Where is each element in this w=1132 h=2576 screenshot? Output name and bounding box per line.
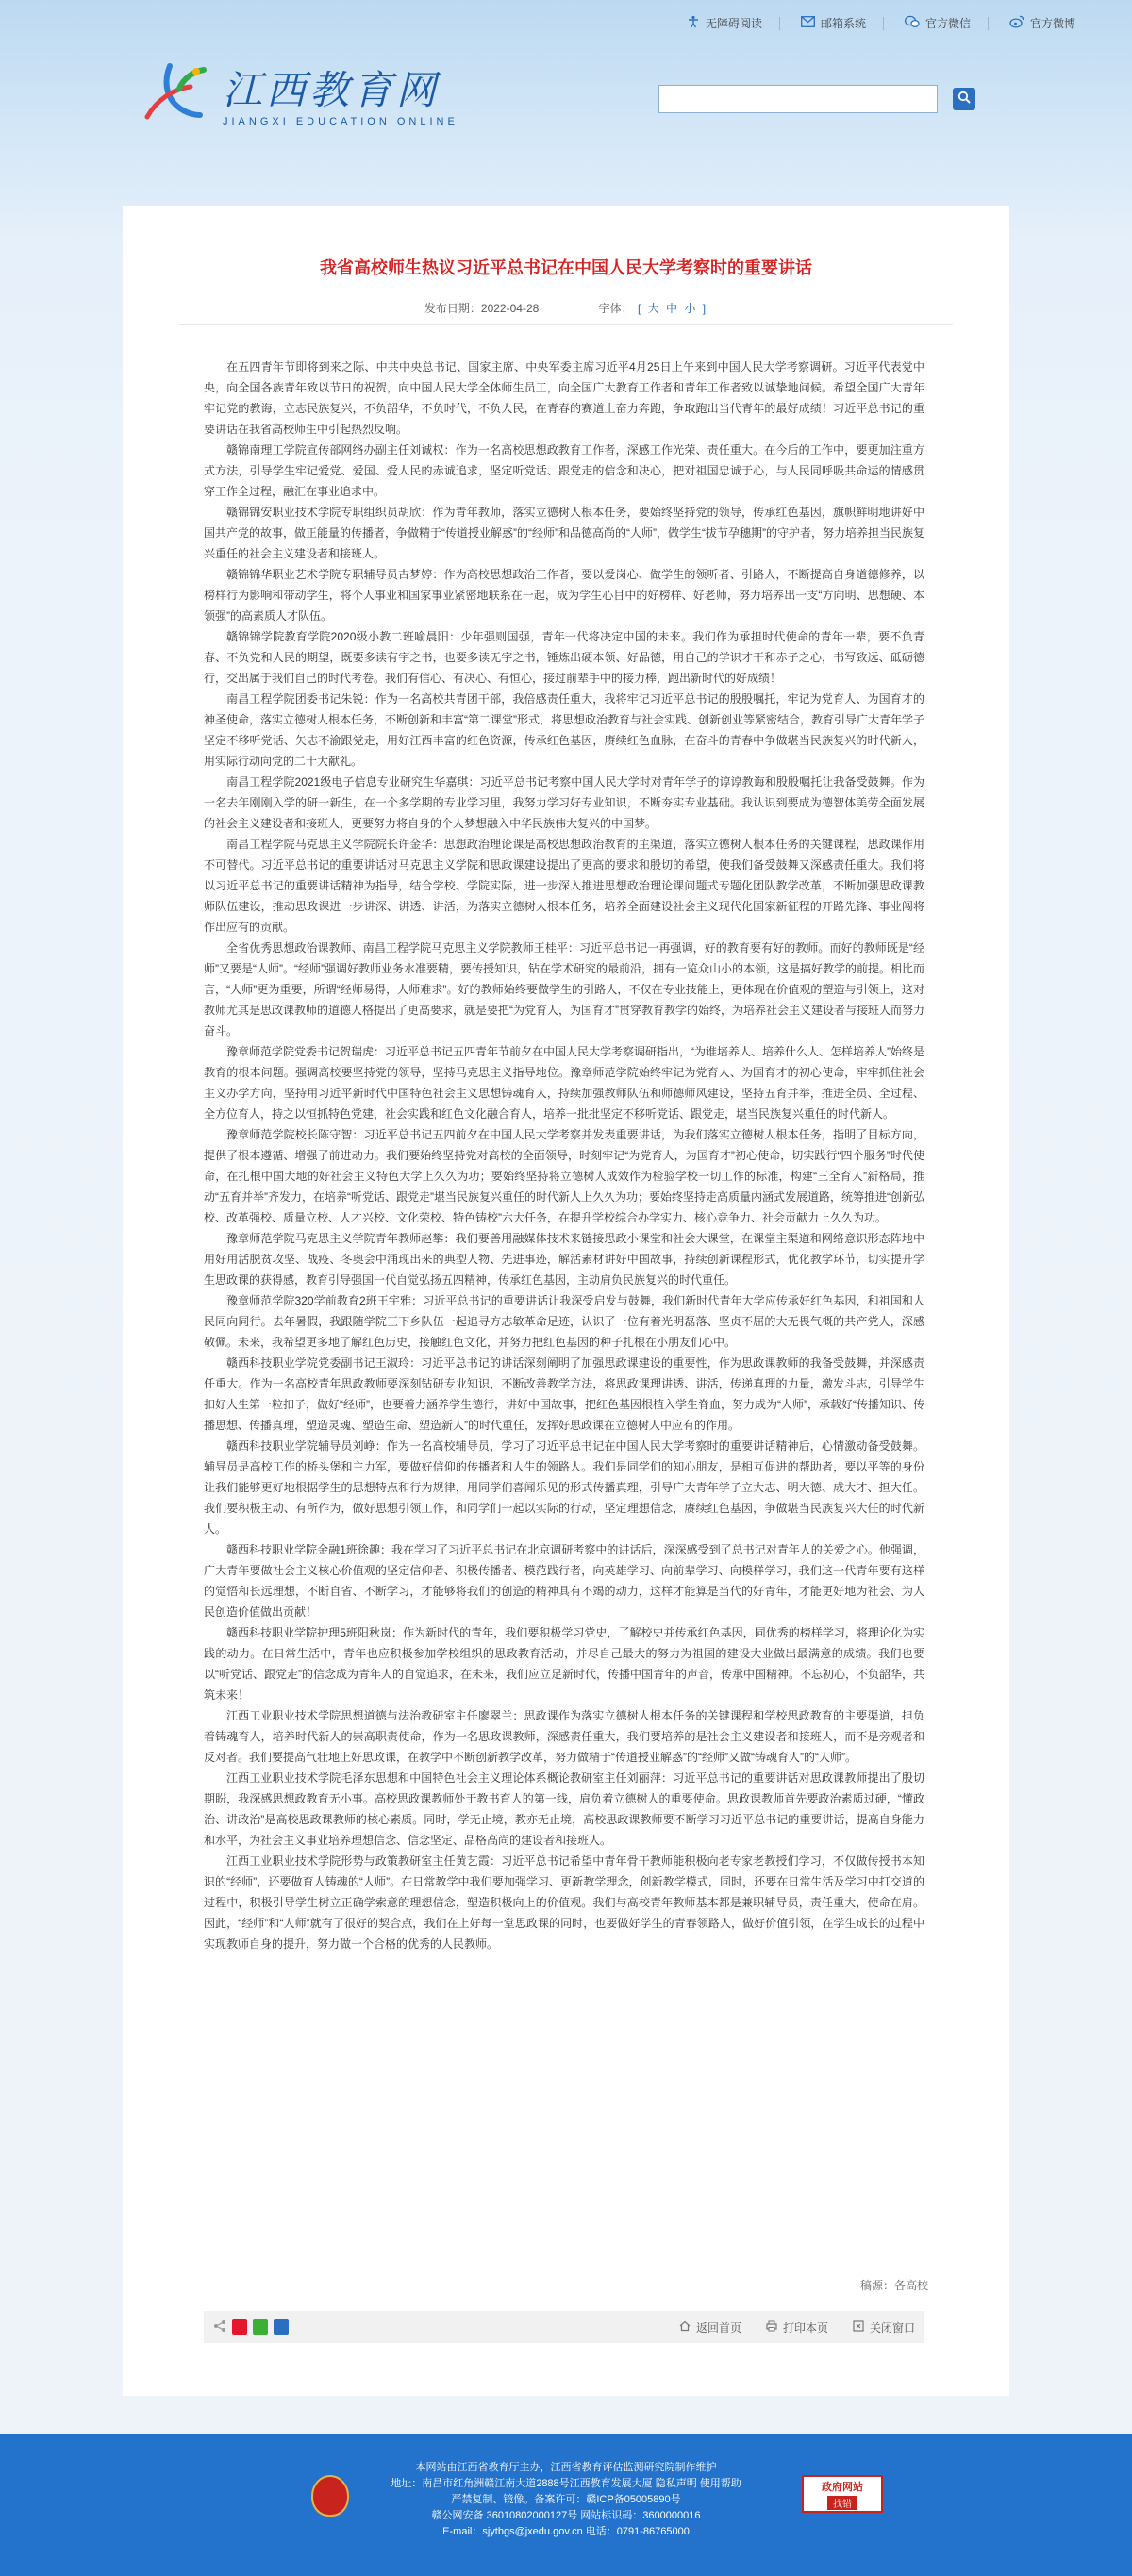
font-size-small[interactable]: 小 xyxy=(684,302,696,315)
article-paragraph: 全省优秀思想政治课教师、南昌工程学院马克思主义学院教师王桂平：习近平总书记一再强调，好的教育要有好的教师。而好的教师既是“经师”又要是“人师”。“经师”强调好教师业务水准要精，要传授知识，钻在学术研究的最前沿，拥有一览众山小的本领，这是搞好教学的前提。相比而言，“人师”更为重要，所谓“经师易得，人师难求”。好的教师始终要做学生的引路人，不仅在专业技能上，更体现在价值观的塑造与引领上，这对教师尤其是思政课教师的道德人格提出了更高要求，就是要把“为党育人，为国育才”贯穿教育教学的始终，为培养社会主义建设者与接班人而努力奋斗。 xyxy=(204,941,924,1038)
font-size-medium[interactable]: 中 xyxy=(666,302,678,315)
article-paragraph: 江西工业职业技术学院毛泽东思想和中国特色社会主义理论体系概论教研室主任刘丽萍：习近平总书记的重要讲话对思政课教师提出了殷切期盼，我深感思想政教育无小事。高校思政课教师处于教书育人的第一线，肩负着立德树人的重要使命。思政课教师首先要政治素质过硬，“懂政治、讲政治”是高校思政课教师的核心素质。同时，学无止境，教亦无止境，高校思政课教师要不断学习习近平总书记的重要讲话，提高自身能力和水平，为社会主义事业培养理想信念、信念坚定、品格高尚的建设者和接班人。 xyxy=(204,1771,924,1847)
weibo-share-icon[interactable] xyxy=(232,2319,247,2335)
weibo-label: 官方微博 xyxy=(1029,17,1075,30)
article-paragraph: 豫章师范学院马克思主义学院青年教师赵攀：我们要善用融媒体技术来链接思政小课堂和社会大课堂，在课堂主渠道和网络意识形态阵地中用好用活脱贫攻坚、战疫、冬奥会中涌现出来的典型人物、先进事迹，解活素材讲好中国故事，持续创新课程形式，优化教学环节，切实提升学生思政课的获得感，教育引导强国一代自觉弘扬五四精神，传承红色基因，主动肩负民族复兴的时代重任。 xyxy=(204,1232,924,1287)
publish-date xyxy=(424,302,539,315)
article-paragraph: 赣西科技职业学院金融1班徐趣：我在学习了习近平总书记在北京调研考察中的讲话后，深深感受到了总书记对青年人的关爱之心。他强调，广大青年要做社会主义核心价值观的坚定信仰者、积极传播者、模范践行者，向英雄学习、向前辈学习、向模样学习，我们这一代青年要有这样的觉悟和长远理想，不断自省、不断学习，才能够将我们的创造的精神具有不竭的动力，这样才能算是当代的好青年，才能更好地为社会、为人民创造价值做出贡献！ xyxy=(204,1543,924,1619)
date-value: 2022-04-28 xyxy=(480,302,540,315)
site-header xyxy=(0,0,1132,189)
accessibility-icon xyxy=(687,15,700,31)
site-footer xyxy=(0,2434,1132,2576)
logo-english: JIANGXI EDUCATION ONLINE xyxy=(223,115,458,127)
article-paragraph: 赣西科技职业学院辅导员刘峥：作为一名高校辅导员，学习了习近平总书记在中国人民大学考察时的重要讲话精神后，心情激动备受鼓舞。辅导员是高校工作的桥头堡和主力军，要做好信仰的传播者和人生的领路人。我们是同学们的知心朋友，是相互促进的帮助者，要以平等的身份让我们能够更好地根据学生的思想特点和行为规律，用同学们喜闻乐见的形式传播真理，引导广大青年学子立大志、明大德、成大才、担大任。我们要积极主动、有所作为，做好思想引领工作，和同学们一起以实际的行动，坚定理想信念，赓续红色基因，争做堪当民族复兴大任的时代新人。 xyxy=(204,1439,924,1536)
print-icon xyxy=(766,2320,777,2335)
article-paragraph: 豫章师范学院320学前教育2班王宇雅：习近平总书记的重要讲话让我深受启发与鼓舞，我们新时代青年大学应传承好红色基因，和祖国和人民同向同行。去年暑假，我跟随学院三下乡队伍一起追寻方志敏革命足迹，认识了一位有着光明磊落、坚贞不屈的大无畏气概的共产党人，深感敬佩。未来，我希望更多地了解红色历史，接触红色文化，并努力把红色基因的种子扎根在小朋友们心中。 xyxy=(204,1294,924,1349)
footer-contact: E-mail：sjytbgs@jxedu.gov.cn 电话：0791-86765000 xyxy=(442,2526,690,2537)
font-size-large[interactable]: 大 xyxy=(647,302,659,315)
close-window-button[interactable] xyxy=(853,2319,915,2335)
mail-link[interactable] xyxy=(801,15,884,31)
toolbar-actions xyxy=(679,2319,915,2335)
back-home-label: 返回首页 xyxy=(695,2320,741,2335)
gov-error-badge[interactable] xyxy=(802,2475,883,2513)
article-paragraph: 豫章师范学院校长陈守智：习近平总书记五四前夕在中国人民大学考察并发表重要讲话，为我们落实立德树人根本任务，指明了目标方向，提供了根本遵循、增强了前进动力。我们要始终坚持党对高校的全面领导，时刻牢记“为党育人，为国育才”初心使命，切实践行“四个服务”时代使命，在扎根中国大地的好社会主义特色大学上久久为功；要始终坚持将立德树人成效作为检验学校一切工作的标准，构建“三全育人”新格局，推动“五育并举”齐发力，在培养“听党话、跟党走”堪当民族复兴重任的时代新人上久久为功；要始终坚持走高质量内涵式发展道路，统筹推进“创新弘校、改革强校、质量立校、人才兴校、文化荣校、特色铸校”六大任务，在提升学校综合办学实力、核心竞争力、社会贡献力上久久为功。 xyxy=(204,1128,924,1224)
share-icon[interactable] xyxy=(213,2319,226,2335)
weibo-link[interactable] xyxy=(1009,15,1075,31)
article-toolbar xyxy=(204,2311,924,2343)
home-icon xyxy=(679,2320,691,2335)
font-label: 字体： xyxy=(598,302,633,315)
date-label: 发布日期： xyxy=(424,302,481,315)
article-paragraph: 豫章师范学院党委书记贺瑞虎：习近平总书记五四青年节前夕在中国人民大学考察调研指出，“为谁培养人、培养什么人、怎样培养人”始终是教育的根本问题。强调高校要坚持党的领导，坚持马克思主义指导地位。豫章师范学院始终牢记为党育人、为国育才的初心使命，牢牢抓住社会主义办学方向，坚持用习近平新时代中国特色社会主义思想铸魂育人，持续加强教师队伍和师德师风建设，坚持五育并举，推进全员、全过程、全方位育人，持之以恒抓特色党建，社会实践和红色文化融合育人，培养一批批坚定不移听党话、跟党走，堪当民族复兴重任的时代新人。 xyxy=(204,1045,924,1121)
wechat-link[interactable] xyxy=(905,15,989,31)
font-bracket-close: ] xyxy=(702,302,707,315)
wechat-share-icon[interactable] xyxy=(253,2319,268,2335)
article-paragraph: 赣锦锦华职业艺术学院专职辅导员古梦婷：作为高校思想政治工作者，要以爱岗心、做学生的领听者、引路人，不断提高自身道德修养，以榜样行为影响和带动学生，将个人事业和国家事业紧密地联系在一起，成为学生心目中的好榜样、好老师，努力培养出一支“方向明、思想硬、本领强”的高素质人才队伍。 xyxy=(204,568,924,623)
print-label: 打印本页 xyxy=(782,2320,828,2335)
logo-chinese: 江西教育网 xyxy=(223,66,441,113)
article-paragraph: 赣西科技职业学院护理5班阳秋岚：作为新时代的青年，我们要积极学习党史，了解校史并传承红色基因，同优秀的榜样学习，将理论化为实践的动力。在日常生活中，青年也应积极参加学校组织的思政教育活动，并尽自己最大的努力为祖国的建设大业做出最满意的成绩。我们也要以“听党话、跟党走”的信念成为青年人的自觉追求，在未来，我们应立足新时代，传播中国青年的声音，传承中国精神。不忘初心，不负韶华，共筑未来！ xyxy=(204,1626,924,1702)
article-body xyxy=(204,357,924,1954)
weibo-icon xyxy=(1009,15,1024,31)
close-icon xyxy=(853,2320,864,2335)
share-buttons xyxy=(213,2319,289,2335)
search-icon xyxy=(957,91,971,108)
article-paragraph: 南昌工程学院马克思主义学院院长许金华：思想政治理论课是高校思想政治教育的主渠道，落实立德树人根本任务的关键课程，思政课作用不可替代。习近平总书记的重要讲话对马克思主义学院和思政课建设提出了更高的要求和殷切的希望，使我们备受鼓舞又深感责任重大。我们将以习近平总书记的重要讲话精神为指导，结合学校、学院实际，进一步深入推进思想政治理论课问题式专题化团队教学改革，不断加强思政课教师队伍建设，推动思政课进一步讲深、讲透、讲活，为落实立德树人根本任务，培养全面建设社会主义现代化国家新征程的开路先锋、事业闯将作出应有的贡献。 xyxy=(204,838,924,934)
divider xyxy=(779,17,780,30)
article-paragraph: 南昌工程学院2021级电子信息专业研究生华嘉琪：习近平总书记考察中国人民大学时对青年学子的谆谆教诲和殷殷嘱托让我备受鼓舞。作为一名去年刚刚入学的研一新生，在一个多学期的专业学习里，我努力学习好专业知识，不断夯实专业基础。我认识到要成为德智体美劳全面发展的社会主义建设者和接班人，更要努力将自身的个人梦想融入中华民族伟大复兴的中国梦。 xyxy=(204,775,924,830)
article-paragraph: 南昌工程学院团委书记朱锐：作为一名高校共青团干部，我倍感责任重大，我将牢记习近平总书记的殷殷嘱托，牢记为党育人、为国育才的神圣使命，落实立德树人根本任务，不断创新和丰富“第二课堂”形式，将思想政治教育与社会实践、创新创业等紧密结合，教育引导广大青年学子坚定不移听党话、矢志不渝跟党走，用好江西丰富的红色资源，传承红色基因，赓续红色血脉，在奋斗的青春中争做堪当民族复兴的时代新人，用实际行动向党的二十大献礼。 xyxy=(204,692,924,768)
logo-mark-icon xyxy=(142,60,213,135)
font-size-control xyxy=(599,302,708,315)
footer-sponsor: 本网站由江西省教育厅主办，江西省教育评估监测研究院制作维护 xyxy=(415,2462,717,2473)
article-panel xyxy=(123,206,1009,2396)
article-meta xyxy=(123,300,1009,316)
accessibility-label: 无障碍阅读 xyxy=(705,17,762,30)
mail-icon xyxy=(801,16,815,30)
top-links xyxy=(687,15,1075,31)
more-share-icon[interactable] xyxy=(274,2319,289,2335)
footer-address: 地址：南昌市红角洲赣江南大道2888号江西教育发展大厦 隐私声明 使用帮助 xyxy=(391,2478,741,2489)
mail-label: 邮箱系统 xyxy=(820,17,866,30)
footer-security: 赣公网安备 36010802000127号 网站标识码：3600000016 xyxy=(431,2510,701,2521)
divider xyxy=(883,17,884,30)
article-paragraph: 赣锦锦学院教育学院2020级小教二班喻晨阳：少年强则国强，青年一代将决定中国的未来。我们作为承担时代使命的青年一辈，要不负青春、不负党和人民的期望，既要多读有字之书，也要多读无字之书，锤炼出硬本领、好品德，用自己的学识才干和赤子之心，书写致远、砥砺德行，交出属于我们自己的时代考卷。我们有信心、有决心、有恒心，接过前辈手中的接力棒，跑出新时代的好成绩！ xyxy=(204,630,924,685)
article-paragraph: 赣西科技职业学院党委副书记王淑玲：习近平总书记的讲话深刻阐明了加强思政课建设的重要性，作为思政课教师的我备受鼓舞，并深感责任重大。作为一名高校青年思政教师要深刻钻研专业知识，不断改善教学方法，将思政课理讲透、讲活，传递真理的力量，激发斗志，引导学生扣好人生第一粒扣子，做好“经师”，也要着力涵养学生德行，讲好中国故事，把红色基因根植入学生脊血，努力成为“人师”，承载好“传播知识、传播思想、传播真理，塑造灵魂、塑造生命、塑造新人”的时代重任，发挥好思政课在立德树人中应有的作用。 xyxy=(204,1356,924,1432)
article-paragraph: 江西工业职业技术学院思想道德与法治教研室主任廖翠兰：思政课作为落实立德树人根本任务的关键课程和学校思政教育的主要渠道，担负着铸魂育人，培养时代新人的崇高职责使命，作为一名思政课教师，深感责任重大，我们要培养的是社会主义建设者和接班人，而不是旁观者和反对者。我们要提高气壮地上好思政课，在教学中不断创新教学改革，努力做精于“传道授业解惑”的“经师”又做“铸魂育人”的“人师”。 xyxy=(204,1709,924,1764)
gov-badge-title: 政府网站 xyxy=(822,2481,863,2493)
article-paragraph: 赣锦锦安职业技术学院专职组织员胡欣：作为青年教师，落实立德树人根本任务，要始终坚持党的领导，传承红色基因，旗帜鲜明地讲好中国共产党的故事，做正能量的传播者，争做精于“传道授业解惑”的“经师”和品德高尚的“人师”，做学生“拔节孕穗期”的守护者，努力培养担当民族复兴重任的社会主义建设者和接班人。 xyxy=(204,506,924,560)
search-input[interactable] xyxy=(658,85,938,113)
footer-icp: 严禁复制、镜像。备案许可：赣ICP备05005890号 xyxy=(451,2494,681,2505)
site-logo[interactable] xyxy=(142,60,458,135)
accessibility-link[interactable] xyxy=(687,15,780,31)
search-bar xyxy=(658,85,975,113)
back-home-button[interactable] xyxy=(679,2319,741,2335)
logo-text xyxy=(223,66,458,127)
wechat-label: 官方微信 xyxy=(924,17,971,30)
party-emblem-icon[interactable] xyxy=(311,2475,349,2517)
article-paragraph: 在五四青年节即将到来之际、中共中央总书记、国家主席、中央军委主席习近平4月25日上午来到中国人民大学考察调研。习近平代表党中央，向全国各族青年致以节日的祝贺，向中国人民大学全体师生员工，向全国广大教育工作者和青年工作者致以诚挚地问候。希望全国广大青年牢记党的教诲，立志民族复兴，不负韶华，不负时代，不负人民，在青春的赛道上奋力奔跑，争取跑出当代青年的最好成绩！习近平总书记的重要讲话在我省高校师生中引起热烈反响。 xyxy=(204,360,924,436)
article-source: 稿源：各高校 xyxy=(859,2279,928,2292)
wechat-icon xyxy=(905,15,920,31)
close-window-label: 关闭窗口 xyxy=(869,2320,915,2335)
article-paragraph: 赣锦南理工学院宣传部网络办副主任刘诚权：作为一名高校思想政教育工作者，深感工作光荣、责任重大。在今后的工作中，要更加注重方式方法，引导学生牢记爱党、爱国、爱人民的赤诚追求，坚定听党话、跟党走的信念和决心，把对祖国忠诚于心，与人民同呼吸共命运的情感贯穿工作全过程，融汇在事业追求中。 xyxy=(204,443,924,498)
divider xyxy=(988,17,989,30)
search-button[interactable] xyxy=(953,88,975,110)
title-divider xyxy=(179,324,953,325)
footer-info xyxy=(377,2460,755,2540)
article-paragraph: 江西工业职业技术学院形势与政策教研室主任黄艺霞：习近平总书记希望中青年骨干教师能积极向老专家老教授们学习，不仅做传授书本知识的“经师”，还要做育人铸魂的“人师”。在日常教学中我们要加强学习、更新教学理念，创新教学模式，同时，还要在日常生活及学习中打交道的过程中，积极引导学生树立正确学索意的理想信念，塑造积极向上的价值观。我们与高校青年教师基本都是兼职辅导员，责任重大，使命在肩。因此，“经师”和“人师”就有了很好的契合点，我们在上好每一堂思政课的同时，也要做好学生的青春领路人，做好价值引领，在学生成长的过程中实现教师自身的提升，努力做一个合格的优秀的人民教师。 xyxy=(204,1854,924,1951)
gov-badge-sub: 找错 xyxy=(827,2496,857,2510)
print-button[interactable] xyxy=(766,2319,828,2335)
article-title: 我省高校师生热议习近平总书记在中国人民大学考察时的重要讲话 xyxy=(320,258,812,277)
font-bracket-open: [ xyxy=(638,302,641,315)
